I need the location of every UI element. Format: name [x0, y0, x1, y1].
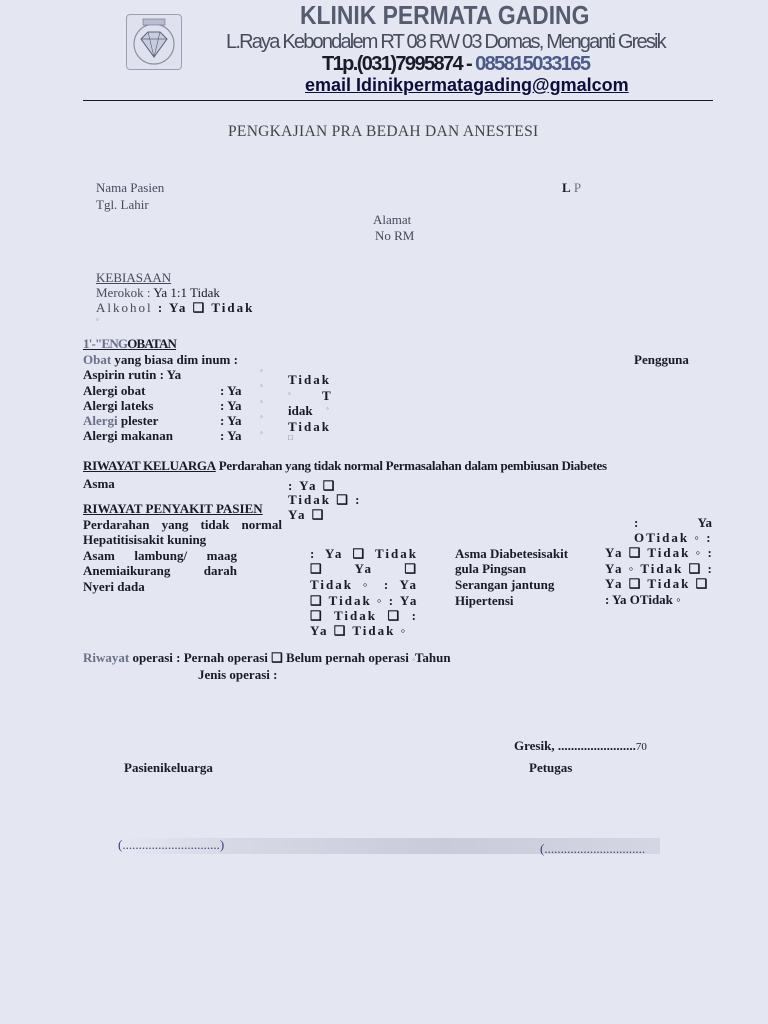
place-date-text: Gresik, ........................ [514, 738, 636, 753]
alergi-makanan-value[interactable]: : Ya [220, 428, 242, 443]
tidak-option-1[interactable]: Tidak [288, 372, 332, 387]
keluarga-answer-2[interactable]: Tidak ❑ : [288, 492, 362, 507]
penyakit-right-answer-4[interactable]: Ya ◦ Tidak ❑ : [605, 561, 714, 576]
riwayat-keluarga-row [83, 458, 607, 474]
penyakit-right-answer-3[interactable]: Ya ❑ Tidak ◦ : [605, 545, 714, 560]
obatan-heading [83, 336, 176, 352]
penyakit-item-2: Hepatitisisakit kuning [83, 532, 207, 547]
tidak-option-2[interactable]: T [322, 388, 331, 403]
merokok-label: Merokok : [96, 285, 151, 300]
gender-l[interactable]: L [562, 180, 571, 195]
signature-right[interactable]: (............................... [540, 841, 646, 856]
alkohol-row [96, 300, 254, 316]
small-mark-icon: ◦ [326, 404, 329, 413]
kebiasaan-heading: KEBIASAAN [96, 270, 172, 285]
aspirin-row[interactable]: Aspirin rutin : Ya [83, 367, 182, 382]
penyakit-right-answer-2[interactable]: OTidak ◦ : [634, 530, 713, 545]
signature-left[interactable]: (..............................) [118, 837, 225, 852]
checkbox-icon[interactable]: ◦ [260, 381, 263, 390]
checkbox-icon[interactable]: ◦ [260, 397, 263, 406]
penyakit-answer-5[interactable]: ❑ Tidak ❑ : [310, 608, 418, 623]
checkbox-icon[interactable]: □ [288, 433, 293, 442]
penyakit-item-4: Anemiaikurang darah [83, 563, 237, 578]
obat-intro-rest: yang biasa dim inum : [114, 352, 238, 367]
jenis-operasi-label: Jenis operasi : [198, 667, 278, 682]
riwayat-operasi-options[interactable]: operasi : Pernah operasi ❑ Belum pernah operasi [132, 650, 409, 665]
penyakit-answer-3[interactable]: Tidak ◦ : Ya [310, 577, 418, 592]
penyakit-right-item-4: Hipertensi [455, 593, 514, 608]
keluarga-answer-1[interactable]: : Ya ❑ [288, 478, 337, 493]
nama-pasien-label: Nama Pasien [96, 180, 165, 195]
riwayat-penyakit-heading: RIWAYAT PENYAKIT PASIEN [83, 501, 263, 516]
no-rm-label: No RM [375, 228, 415, 243]
penyakit-right-answer-1[interactable]: : Ya [634, 515, 712, 530]
small-mark-icon: ◦ [412, 655, 415, 664]
phone-separator: - [462, 53, 476, 75]
alergi-plester-label [83, 413, 158, 429]
pasien-keluarga-label: Pasienikeluarga [124, 760, 213, 775]
phone-secondary: 085815033165 [475, 53, 590, 75]
alergi-plester-value[interactable]: : Ya [220, 413, 242, 428]
alergi-obat-value[interactable]: : Ya [220, 383, 242, 398]
penyakit-right-item-1: Asma Diabetesisakit [455, 546, 569, 561]
place-date [514, 738, 647, 754]
alergi-makanan-label: Alergi makanan [83, 428, 173, 443]
keluarga-answer-3[interactable]: Ya ❑ [288, 507, 326, 522]
penyakit-right-answer-5[interactable]: Ya ❑ Tidak ❑ [605, 576, 710, 591]
small-mark-icon: ◦ [96, 315, 99, 324]
form-title: PENGKAJIAN PRA BEDAH DAN ANESTESI [228, 123, 539, 140]
petugas-label: Petugas [529, 760, 573, 775]
tidak-option-4[interactable]: Tidak [288, 419, 332, 434]
obatan-heading-prefix: 1'-"ENG [83, 336, 128, 351]
asma-label: Asma [83, 476, 115, 491]
checkbox-icon[interactable]: ◦ [260, 428, 263, 437]
clinic-email[interactable]: email Idinikpermatagading@gmalcom [305, 75, 629, 95]
alergi-lateks-value[interactable]: : Ya [220, 398, 242, 413]
riwayat-operasi-colored: Riwayat [83, 650, 130, 665]
tgl-lahir-label: Tgl. Lahir [96, 197, 149, 212]
penyakit-item-1: Perdarahan yang tidak normal [83, 517, 282, 532]
alergi-plester-rest: plester [120, 413, 159, 428]
penyakit-answer-4[interactable]: ❑ Tidak ◦ : Ya [310, 593, 419, 608]
riwayat-keluarga-text: Perdarahan yang tidak normal Permasalahan dalam pembiusan Diabetes [218, 458, 607, 473]
clinic-address: L.Raya Kebondalem RT 08 RW 03 Domas, Menganti Gresik [226, 31, 665, 53]
phone-primary: T1p.(031)7995874 [322, 53, 463, 75]
clinic-phone [322, 53, 589, 76]
riwayat-operasi-tahun: Tahun [414, 650, 451, 665]
alkohol-value[interactable]: : Ya ❑ Tidak [157, 300, 255, 315]
penyakit-item-3: Asam lambung/ maag [83, 548, 237, 563]
alamat-label: Alamat [373, 212, 412, 227]
clinic-name: KLINIK PERMATA GADING [300, 0, 590, 30]
penyakit-answer-1[interactable]: : Ya ❑ Tidak [310, 546, 418, 561]
merokok-row [96, 285, 220, 301]
penyakit-right-answer-6[interactable]: : Ya OTidak ◦ [605, 592, 681, 607]
tidak-option-3[interactable]: idak [288, 403, 313, 418]
alergi-lateks-label: Alergi lateks [83, 398, 154, 413]
diamond-logo-icon [127, 15, 181, 69]
obatan-heading-main: OBATAN [127, 336, 177, 351]
penyakit-item-5: Nyeri dada [83, 579, 145, 594]
pengguna-label: Pengguna [634, 352, 689, 367]
alergi-plester-colored: Alergi [83, 413, 118, 428]
checkbox-icon[interactable]: ◦ [260, 366, 263, 375]
riwayat-operasi-row [83, 650, 451, 666]
obat-intro [83, 352, 238, 368]
alergi-obat-label: Alergi obat [83, 383, 146, 398]
alkohol-label: Alkohol [96, 300, 153, 315]
penyakit-right-item-2: gula Pingsan [455, 561, 527, 576]
place-date-year: 70 [635, 741, 647, 753]
header-divider [83, 100, 713, 101]
merokok-value[interactable]: Ya 1:1 Tidak [153, 285, 220, 300]
obat-intro-colored: Obat [83, 352, 112, 367]
checkbox-icon[interactable]: ◦ [260, 412, 263, 421]
riwayat-keluarga-heading: RIWAYAT KELUARGA [83, 458, 216, 473]
small-mark-icon: ◦ [288, 389, 291, 398]
gender-p[interactable]: P [573, 180, 582, 195]
penyakit-answer-2[interactable]: ❑ Ya ❑ [310, 561, 418, 576]
clinic-logo [126, 14, 182, 70]
penyakit-answer-6[interactable]: Ya ❑ Tidak ◦ [310, 623, 408, 638]
penyakit-right-item-3: Serangan jantung [455, 577, 555, 592]
gender-field[interactable] [562, 180, 581, 196]
